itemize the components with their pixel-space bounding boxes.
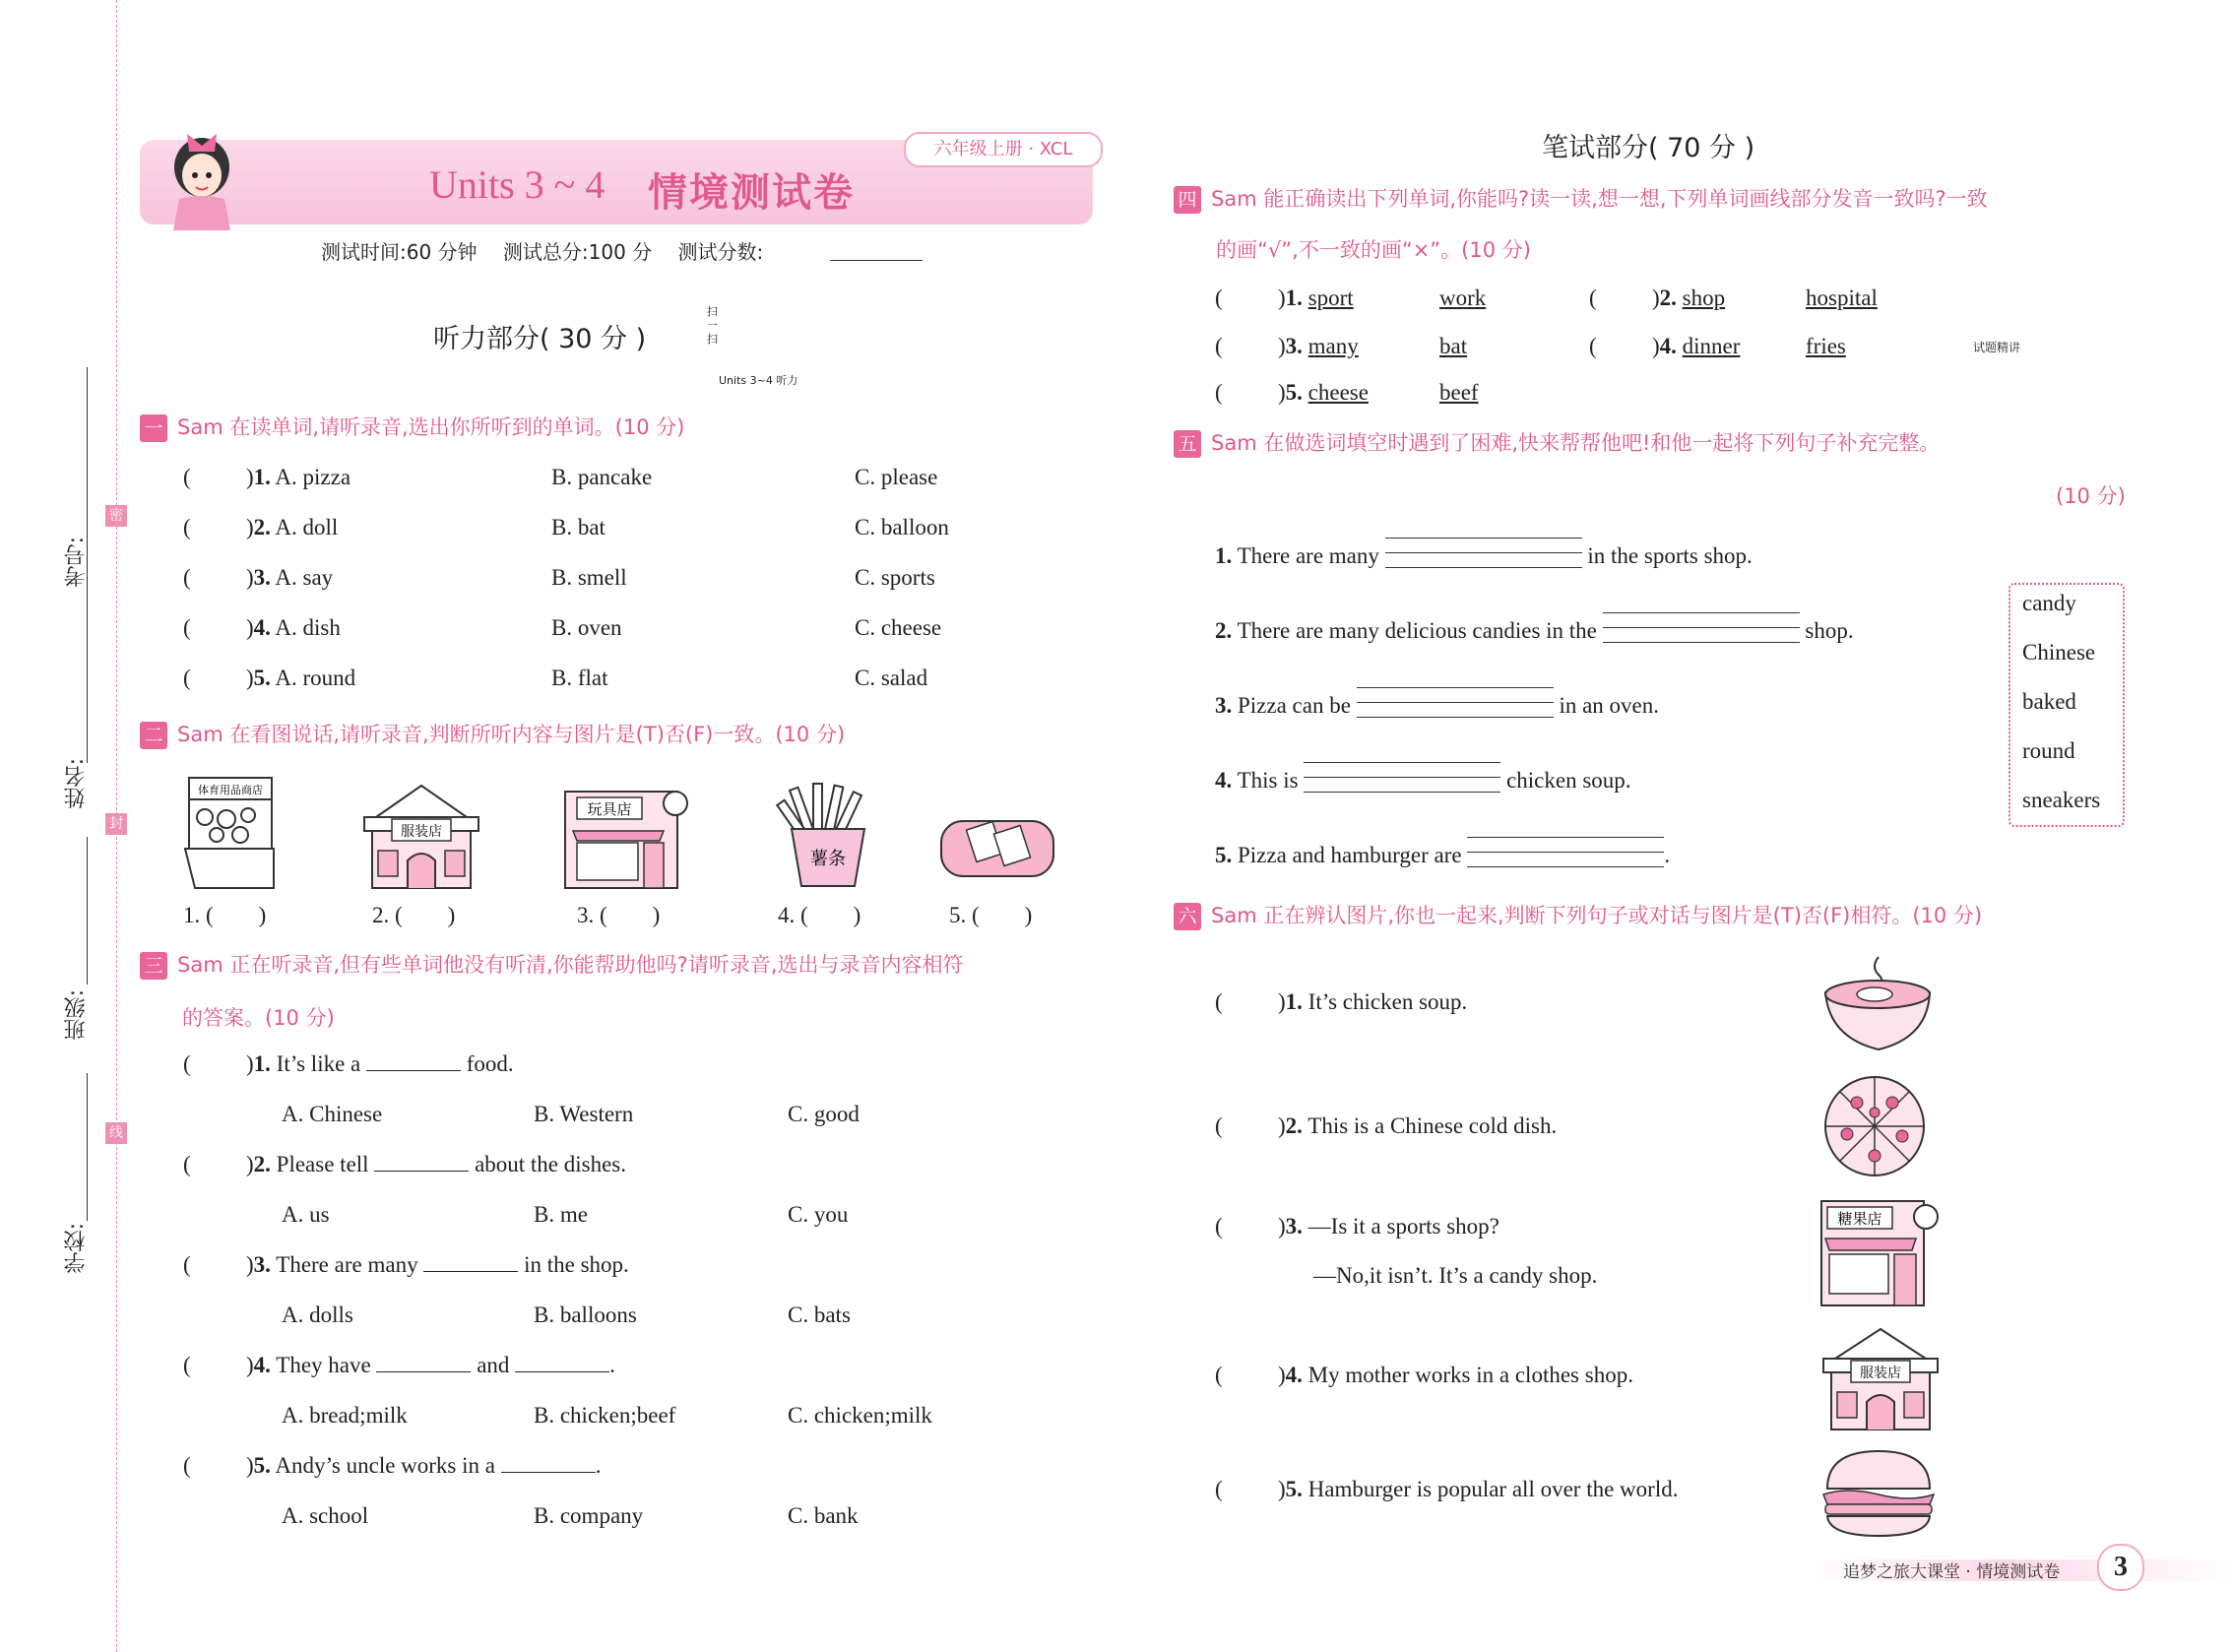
section-2-number: 二: [140, 722, 167, 749]
title-en: Units 3 ~ 4: [429, 162, 606, 207]
seal-feng: 封: [105, 813, 127, 835]
word-bank-item-5: sneakers: [2022, 788, 2101, 812]
section-4-title: [1174, 183, 1988, 214]
class-line: [87, 837, 88, 985]
s6-item-2: ( )2. This is a Chinese cold dish.: [1215, 1113, 1558, 1138]
word-bank-box: [2009, 583, 2125, 827]
s2-label-3[interactable]: 3. ( ): [577, 903, 661, 927]
writing-heading: 笔试部分( 70 分 ): [1542, 133, 1755, 163]
s6-item-5: ( )5. Hamburger is popular all over the world.: [1215, 1477, 1679, 1501]
pizza-picture: [1817, 1073, 1936, 1179]
section-1-number: 一: [140, 414, 167, 442]
toy-shop-picture: [561, 788, 695, 890]
s5-item-5: 5. Pizza and hamburger are .: [1215, 837, 1670, 870]
grade-badge: 六年级上册 · XCL: [904, 132, 1103, 167]
s4-item-2: ( )2. shop hospital: [1589, 286, 1878, 310]
section-3-title-text: Sam 正在听录音,但有些单词他没有听清,你能帮助他吗?请听录音,选出与录音内容相符: [177, 953, 964, 977]
section-2-title: [140, 719, 845, 749]
section-5-number: 五: [1174, 430, 1201, 458]
clothes-shop-picture-2: [1817, 1325, 1944, 1431]
clothes-shop-sign: 服装店: [401, 824, 442, 840]
school-label: 学校:: [64, 1223, 89, 1274]
s2-label-5[interactable]: 5. ( ): [949, 903, 1033, 927]
section-5-title: [1174, 427, 1940, 458]
s5-item-1: 1. There are many in the sports shop.: [1215, 538, 1753, 571]
s5-blank-5[interactable]: [1467, 837, 1664, 870]
s5-item-3: 3. Pizza can be in an oven.: [1215, 687, 1659, 721]
sports-shop-sign: 体育用品商店: [198, 784, 263, 796]
section-4-title-text: Sam 能正确读出下列单词,你能吗?读一读,想一想,下列单词画线部分发音一致吗?一致: [1211, 187, 1988, 211]
s3-item-5-options: A. school B. company C. bank: [282, 1503, 859, 1528]
section-3-title: [140, 949, 964, 980]
name-line: [87, 601, 88, 763]
s3-item-3: ( )3. There are many in the shop.: [183, 1252, 629, 1277]
s5-item-2: 2. There are many delicious candies in the shop.: [1215, 612, 1854, 646]
s6-item-1: ( )1. It’s chicken soup.: [1215, 989, 1468, 1014]
sports-shop-picture: [183, 772, 282, 890]
s3-item-1-options: A. Chinese B. Western C. good: [282, 1102, 860, 1126]
section-6-number: 六: [1174, 903, 1201, 930]
section-3-title-cont: 的答案。(10 分): [182, 1006, 335, 1030]
s3-item-4-options: A. bread;milk B. chicken;beef C. chicken;milk: [282, 1403, 932, 1428]
explain-stamp: 试题精讲: [1973, 341, 2021, 354]
seal-xian: 线: [105, 1122, 127, 1144]
candy-picture: [937, 807, 1059, 890]
candy-shop-sign: 糖果店: [1837, 1210, 1882, 1228]
s3-item-5: ( )5. Andy’s uncle works in a .: [183, 1453, 602, 1478]
s5-blank-2[interactable]: [1603, 612, 1800, 646]
s4-item-5: ( )5. cheese beef: [1215, 380, 1479, 405]
name-label: 姓名:: [64, 758, 89, 809]
qr-caption: Units 3~4 听力: [719, 374, 798, 387]
clothes-shop-picture: [358, 782, 484, 890]
candy-shop-picture: [1817, 1197, 1944, 1309]
word-bank-item-3: baked: [2022, 689, 2076, 714]
s3-item-2-options: A. us B. me C. you: [282, 1202, 849, 1227]
s3-item-2: ( )2. Please tell about the dishes.: [183, 1152, 627, 1176]
s2-label-2[interactable]: 2. ( ): [372, 903, 456, 927]
s6-item-3: ( )3. —Is it a sports shop?: [1215, 1214, 1499, 1239]
section-5-score: (10 分): [2056, 484, 2126, 508]
word-bank-item-4: round: [2022, 738, 2075, 763]
test-meta: 测试时间:60 分钟 测试总分:100 分 测试分数:: [321, 240, 764, 264]
section-5-title-text: Sam 在做选词填空时遇到了困难,快来帮帮他吧!和他一起将下列句子补充完整。: [1211, 431, 1941, 455]
word-bank-item-2: Chinese: [2022, 640, 2096, 665]
score-blank[interactable]: [830, 260, 923, 261]
s4-item-4: ( )4. dinner fries: [1589, 334, 1846, 358]
section-6-title: [1174, 900, 1982, 930]
s5-blank-1[interactable]: [1385, 538, 1582, 571]
s3-item-1: ( )1. It’s like a food.: [183, 1051, 514, 1076]
page-number: 3: [2097, 1544, 2144, 1591]
s5-blank-3[interactable]: [1357, 687, 1554, 721]
section-1-title: [140, 412, 684, 442]
s2-label-4[interactable]: 4. ( ): [778, 903, 861, 927]
s5-item-4: 4. This is chicken soup.: [1215, 762, 1631, 795]
s1-item-5: ( )5. A. round B. flat C. salad: [183, 666, 928, 690]
s1-item-4: ( )4. A. dish B. oven C. cheese: [183, 615, 942, 640]
s6-item-4: ( )4. My mother works in a clothes shop.: [1215, 1363, 1633, 1387]
section-4-number: 四: [1174, 186, 1201, 214]
s3-item-4: ( )4. They have and .: [183, 1353, 615, 1377]
section-4-title-cont: 的画“√”,不一致的画“×”。(10 分): [1216, 238, 1531, 262]
word-bank-item-1: candy: [2022, 591, 2076, 615]
qr-scan-label: 扫一扫: [707, 305, 718, 346]
school-line: [87, 1073, 88, 1221]
chicken-soup-picture: [1817, 953, 1938, 1055]
seal-mi: 密: [105, 505, 127, 527]
s4-item-3: ( )3. many bat: [1215, 334, 1468, 358]
footer-text: 追梦之旅大课堂 · 情境测试卷: [1843, 1562, 2061, 1582]
s2-label-1[interactable]: 1. ( ): [183, 903, 267, 927]
clothes-shop-sign-2: 服装店: [1860, 1366, 1901, 1381]
class-label: 班级:: [64, 989, 89, 1041]
section-3-number: 三: [140, 952, 167, 980]
section-6-title-text: Sam 正在辨认图片,你也一起来,判断下列句子或对话与图片是(T)否(F)相符。(10 分): [1211, 904, 1983, 927]
exam-no-label: 考号:: [64, 537, 89, 588]
section-1-title-text: Sam 在读单词,请听录音,选出你所听到的单词。(10 分): [177, 415, 685, 439]
title-cn: 情境测试卷: [648, 170, 855, 216]
s5-blank-4[interactable]: [1304, 762, 1500, 795]
s1-item-3: ( )3. A. say B. smell C. sports: [183, 565, 935, 590]
toy-shop-sign: 玩具店: [587, 800, 632, 818]
section-2-title-text: Sam 在看图说话,请听录音,判断所听内容与图片是(T)否(F)一致。(10 分): [177, 723, 846, 746]
fries-picture: [768, 782, 886, 890]
s4-item-1: ( )1. sport work: [1215, 286, 1487, 310]
listening-heading: 听力部分( 30 分 ): [433, 324, 647, 354]
s1-item-1: ( )1. A. pizza B. pancake C. please: [183, 465, 938, 489]
fries-sign: 薯条: [810, 849, 846, 869]
hamburger-picture: [1817, 1447, 1940, 1538]
s1-item-2: ( )2. A. doll B. bat C. balloon: [183, 515, 949, 540]
s3-item-3-options: A. dolls B. balloons C. bats: [282, 1303, 851, 1327]
s6-item-3-reply: —No,it isn’t. It’s a candy shop.: [1313, 1263, 1598, 1288]
girl-mascot-icon: [158, 126, 246, 230]
